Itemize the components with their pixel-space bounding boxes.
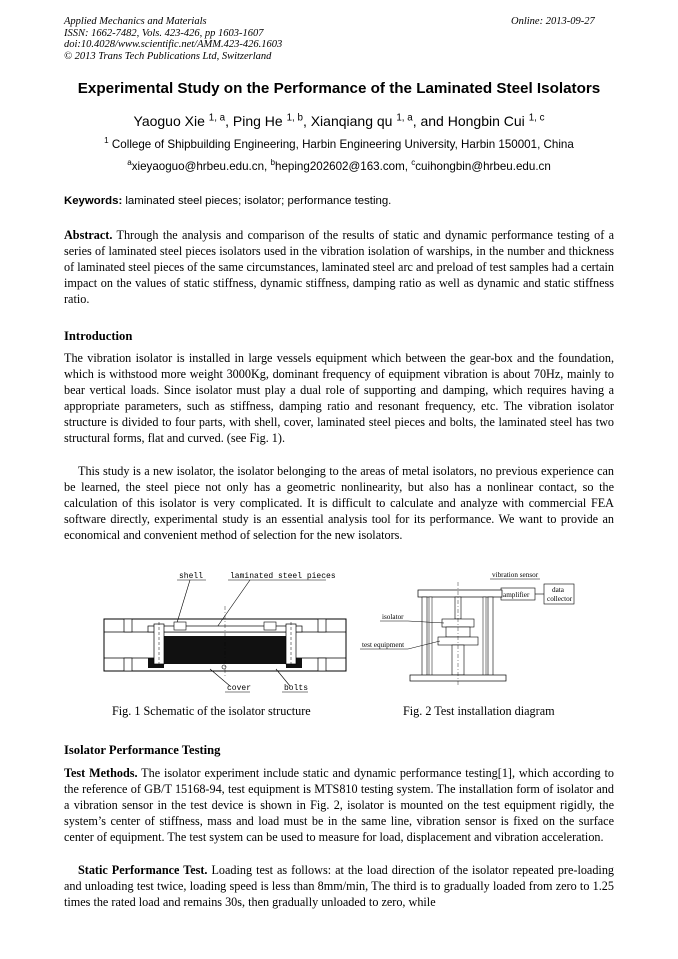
author-sup: 1, c — [528, 112, 545, 124]
author-name: Hongbin Cui — [447, 113, 525, 129]
author-name: Xianqiang qu — [310, 113, 393, 129]
copyright-line: © 2013 Trans Tech Publications Ltd, Switzerland — [64, 50, 272, 62]
email-3[interactable]: cuihongbin@hrbeu.edu.cn — [415, 160, 551, 173]
figure-2-caption: Fig. 2 Test installation diagram — [403, 704, 555, 718]
online-date: Online: 2013-09-27 — [511, 16, 595, 27]
journal-name: Applied Mechanics and Materials — [64, 16, 207, 27]
intro-paragraph-1: The vibration isolator is installed in large vessels equipment which between the gear-box and the foundation, which is withstood more weight 3000Kg, dominant frequency of equipment vibration is about 70Hz, mainly to bear vertical loads. Since isolator must play a dual role of supporting and damping, which requires having a appropriate parameters, such as stiffness, damping ratio and resonant frequency, etc. The vibration isolator structure is divided to four parts, with shell, cover, laminated steel pieces and bolts, the laminated steel has two structural forms, flat and curved. (see Fig. 1). — [64, 351, 614, 446]
author-list: Yaoguo Xie $^{1, a}$, Ping He $^{1, b}$, Xianqiang qu $^{1, a}$, and Hongbin Cui $^{1, c}$ — [133, 112, 545, 129]
abstract-text: Through the analysis and comparison of the results of static and dynamic performance testing of a series of laminated steel pieces isolators used in the vibration isolation of warships, in the number and thickness of laminated steel pieces of the same circumstances, laminated steel arc and preload of test samples had a certain impact on the values of static stiffness, dynamic stiffness, damping ratio as well as dynamic and static stiffness ratio. — [64, 228, 614, 307]
author-and: , and — [412, 113, 448, 129]
affiliation — [0, 138, 678, 151]
abstract — [64, 227, 614, 307]
label-vibration-sensor: vibration sensor — [492, 571, 539, 579]
issn-line: ISSN: 1662-7482, Vols. 423-426, pp 1603-1607 — [64, 27, 264, 39]
email-sup: b — [270, 158, 275, 168]
author-sup: 1, b — [286, 112, 303, 124]
journal-header — [64, 16, 282, 62]
email-sup: c — [411, 158, 416, 168]
keywords-text: laminated steel pieces; isolator; performance testing. — [122, 195, 392, 207]
figure-2-test-installation — [360, 568, 585, 688]
static-test-label: Static Performance Test. — [78, 863, 208, 877]
section-heading-introduction: Introduction — [64, 329, 133, 343]
author-sup: 1, a — [208, 112, 226, 124]
test-methods-text: The isolator experiment include static and dynamic performance testing[1], which according to the reference of GB/T 15168-94, test equipment is MTS810 testing system. The installation form of isolator and a vibration sensor in the test device is shown in Fig. 2, isolator is mounted on the test equipment rigidly, the system’s center of stiffness, mass and load must be in the same line, vibration sensor is fixed on the surface center of equipment. The test system can be used to measure for load, displacement and vibration acceleration. — [64, 766, 614, 845]
label-isolator: isolator — [382, 613, 404, 621]
email-sup: a — [127, 158, 132, 168]
author-name: Ping He — [232, 113, 283, 129]
label-amplifier: amplifier — [503, 591, 530, 599]
label-data: data — [552, 586, 564, 594]
email-list — [0, 160, 678, 173]
figure-1-caption: Fig. 1 Schematic of the isolator structure — [112, 704, 311, 718]
static-test-paragraph — [64, 862, 614, 910]
section-heading-performance-testing: Isolator Performance Testing — [64, 743, 221, 757]
label-cover: cover — [227, 684, 252, 693]
label-collector: collector — [547, 595, 573, 603]
figure-1-isolator-schematic — [100, 566, 350, 696]
keywords-label: Keywords: — [64, 195, 123, 207]
email-2[interactable]: heping202602@163.com, — [275, 160, 412, 173]
label-shell: shell — [179, 572, 204, 581]
affiliation-text: College of Shipbuilding Engineering, Harbin Engineering University, Harbin 150001, China — [111, 138, 574, 151]
email-1[interactable]: xieyaoguo@hrbeu.edu.cn, — [131, 160, 271, 173]
test-methods-paragraph — [64, 765, 614, 845]
paper-title: Experimental Study on the Performance of the Laminated Steel Isolators — [77, 80, 601, 97]
author-sup: 1, a — [396, 112, 413, 124]
label-laminated-steel-pieces: laminated steel pieces — [230, 572, 336, 581]
affiliation-sup: 1 — [104, 136, 109, 146]
keywords — [64, 195, 614, 207]
author-name: Yaoguo Xie — [133, 113, 205, 129]
abstract-label: Abstract. — [64, 228, 113, 242]
test-methods-label: Test Methods. — [64, 766, 138, 780]
static-test-text: Loading test as follows: at the load direction of the isolator repeated pre-loading and unloading test twice, loading speed is less than 8mm/min, The third is to gradually loaded from zero to 1.25 times the rated load and remains 30s, then gradually unloaded to zero, while — [64, 863, 615, 910]
doi-line[interactable]: doi:10.4028/www.scientific.net/AMM.423-426.1603 — [64, 39, 283, 51]
label-test-equipment: test equipment — [362, 641, 405, 649]
intro-paragraph-2: This study is a new isolator, the isolator belonging to the areas of metal isolators, no previous experience can be learned, the steel piece not only has a geometric nonlinearity, but also has a nonlinear contact, so the calculation of this isolator is very complicated. It is difficult to calculate and analyze with commercial FEA software directly, experimental study is an essential analysis tool for its performance. We want to provide an economical and convenient method of selection for the new isolators. — [64, 464, 614, 543]
label-bolts: bolts — [284, 684, 309, 693]
